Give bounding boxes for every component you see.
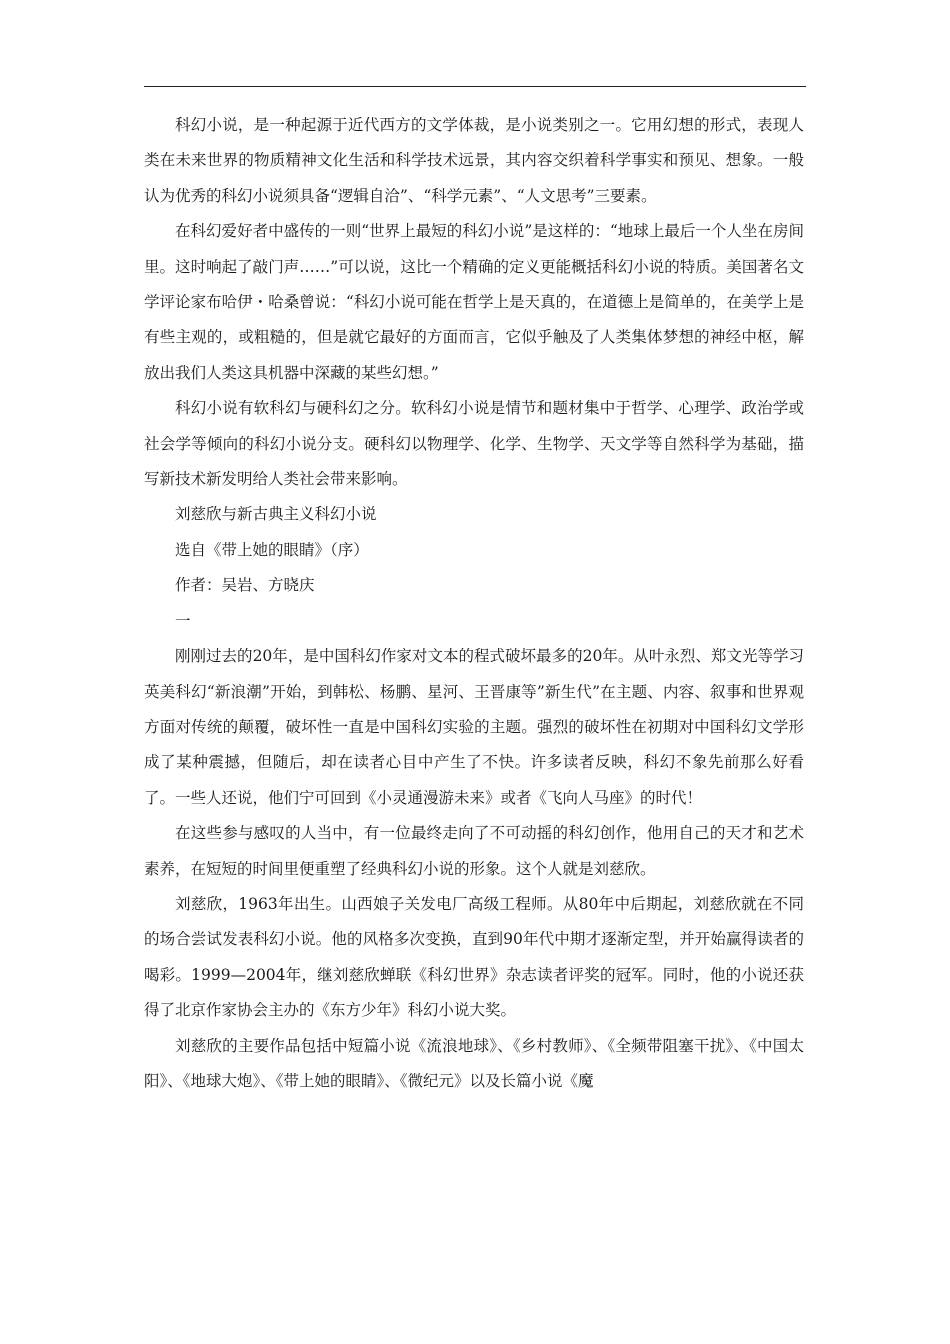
- article-authors: 作者：吴岩、方晓庆: [175, 576, 315, 595]
- paragraph-soft-hard-sci-fi: 科幻小说有软科幻与硬科幻之分。软科幻小说是情节和题材集中于哲学、心理学、政治学或社会学等倾向的科幻小说分支。硬科幻以物理学、化学、生物学、天文学等自然科学为基础，描写新技术新发明给人类社会带来影响。: [144, 399, 804, 489]
- article-source: 选自《带上她的眼睛》（序）: [175, 540, 369, 559]
- header-rule: [144, 86, 806, 87]
- article-title: 刘慈欣与新古典主义科幻小说: [175, 505, 377, 524]
- paragraph-liu-cixin-bio: 刘慈欣，1963年出生。山西娘子关发电厂高级工程师。从80年中后期起，刘慈欣就在不同的场合尝试发表科幻小说。他的风格多次变换，直到90年代中期才逐渐定型，并开始赢得读者的喝彩。1999—2004年，继刘慈欣蝉联《科幻世界》杂志读者评奖的冠军。同时，他的小说还获得了北京作家协会主办的《东方少年》科幻小说大奖。: [144, 894, 804, 1020]
- paragraph-past-twenty-years: 刚刚过去的20年，是中国科幻作家对文本的程式破坏最多的20年。从叶永烈、郑文光等学习英美科幻“新浪潮”开始，到韩松、杨鹏、星河、王晋康等”新生代”在主题、内容、叙事和世界观方面对传统的颠覆，破坏性一直是中国科幻实验的主题。强烈的破坏性在初期对中国科幻文学形成了某种震撼，但随后，却在读者心目中产生了不快。许多读者反映，科幻不象先前那么好看了。一些人还说，他们宁可回到《小灵通漫游未来》或者《飞向人马座》的时代！: [144, 647, 804, 807]
- paragraph-sci-fi-definition: 科幻小说，是一种起源于近代西方的文学体裁，是小说类别之一。它用幻想的形式，表现人类在未来世界的物质精神文化生活和科学技术远景，其内容交织着科学事实和预见、想象。一般认为优秀的科幻小说须具备“逻辑自洽”、“科学元素”、“人文思考”三要素。: [144, 116, 804, 205]
- document-body: [144, 108, 804, 1099]
- paragraph-major-works: 刘慈欣的主要作品包括中短篇小说《流浪地球》、《乡村教师》、《全频带阻塞干扰》、《中国太阳》、《地球大炮》、《带上她的眼睛》、《微纪元》以及长篇小说《魔: [144, 1036, 804, 1090]
- paragraph-liu-cixin-intro: 在这些参与感叹的人当中，有一位最终走向了不可动摇的科幻创作，他用自己的天才和艺术素养，在短短的时间里便重塑了经典科幻小说的形象。这个人就是刘慈欣。: [144, 824, 804, 878]
- section-number: 一: [175, 611, 191, 630]
- paragraph-shortest-story: 在科幻爱好者中盛传的一则“世界上最短的科幻小说”是这样的：“地球上最后一个人坐在房间里。这时响起了敲门声……”可以说，这比一个精确的定义更能概括科幻小说的特质。美国著名文学评论家布哈伊・哈桑曾说：“科幻小说可能在哲学上是天真的，在道德上是简单的，在美学上是有些主观的，或粗糙的，但是就它最好的方面而言，它似乎触及了人类集体梦想的神经中枢，解放出我们人类这具机器中深藏的某些幻想。”: [144, 222, 804, 382]
